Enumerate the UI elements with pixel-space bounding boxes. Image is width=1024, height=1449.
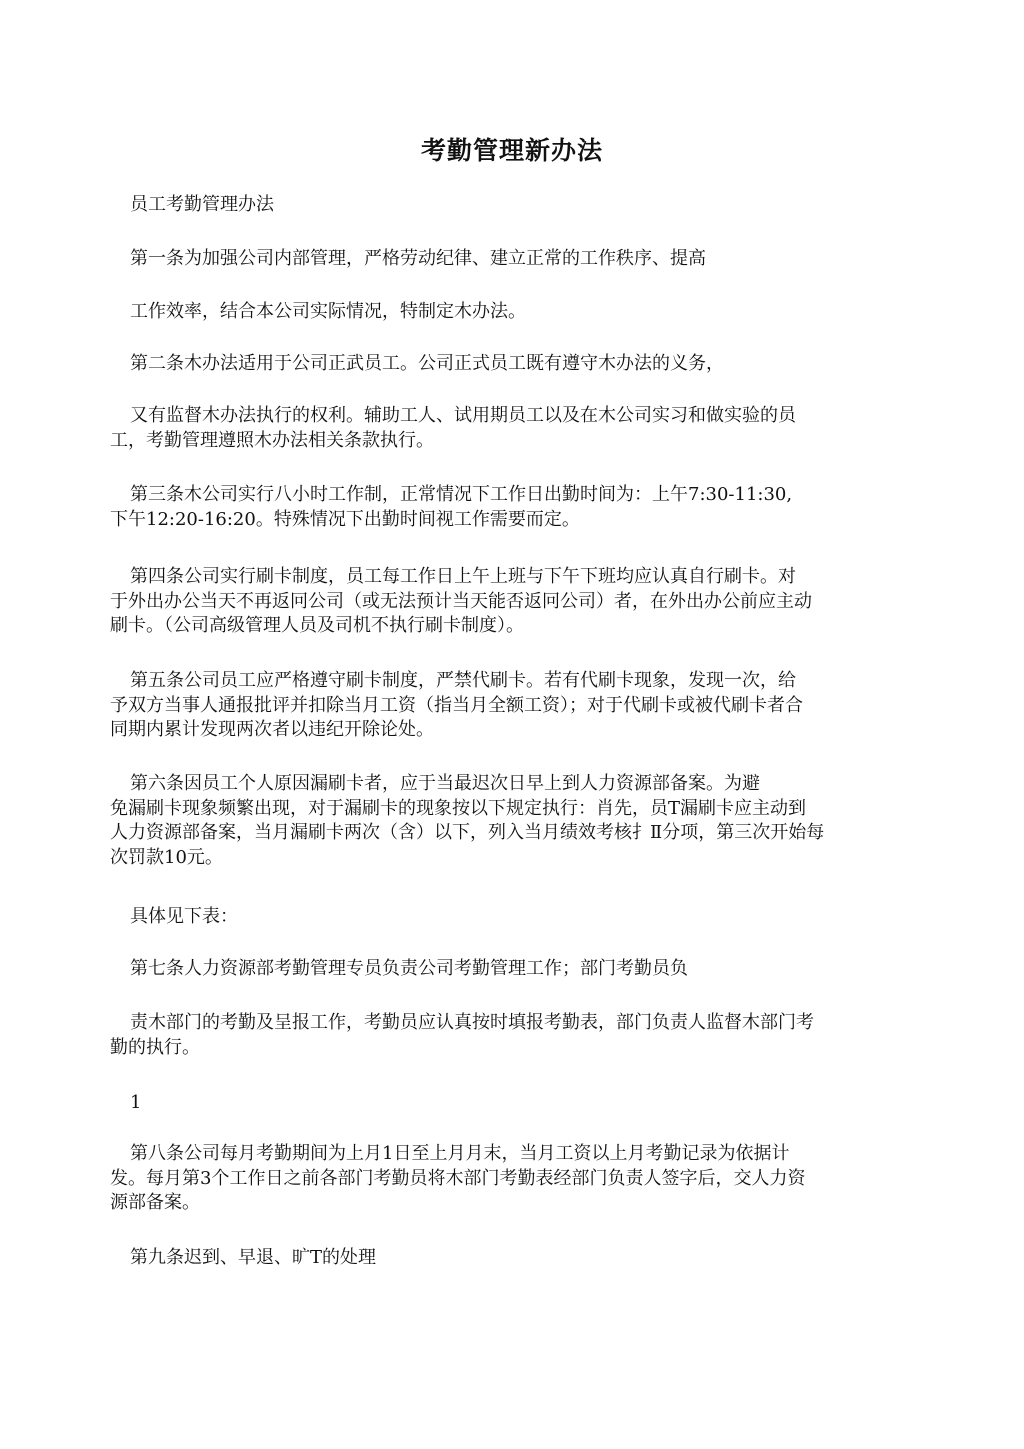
- text-line: 又有监督木办法执行的权利。辅助工人、试用期员工以及在木公司实习和做实验的员: [130, 405, 796, 426]
- text-line: 同期内累计发现两次者以违纪开除论处。: [110, 719, 434, 740]
- paragraph: [110, 669, 910, 743]
- text-line: 源部备案。: [110, 1192, 200, 1213]
- text-line: 责木部门的考勤及呈报工作，考勤员应认真按时填报考勤表，部门负责人监督木部门考: [130, 1012, 814, 1033]
- text-line: 于外出办公当天不再返冋公司（或无法预计当天能否返冋公司）者，在外出办公前应主动: [110, 590, 812, 612]
- text-line: 第八条公司每月考勤期间为上月1日至上月月末，当月工资以上月考勤记录为依据计: [130, 1143, 790, 1164]
- document-title: 考勤管理新办法: [420, 136, 603, 165]
- text-line: 勤的执行。: [110, 1036, 200, 1058]
- page-number: [110, 1091, 910, 1116]
- text-line: 具体见下表：: [130, 906, 238, 927]
- paragraph: [110, 247, 910, 272]
- paragraph: [110, 957, 910, 982]
- paragraph: [110, 404, 910, 453]
- text-line: 第一条为加强公司内部管理，严格劳动纪律、建立正常的工作秩序、提高: [130, 248, 706, 269]
- paragraph: [110, 193, 910, 218]
- text-line: 第九条迟到、早退、旷T的处理: [130, 1247, 377, 1268]
- paragraph: [110, 300, 910, 325]
- text-line: 工，考勤管理遵照木办法相关条款执行。: [110, 429, 434, 451]
- text-line: 工作效率，结合本公司实际情况，特制定木办法。: [130, 301, 526, 322]
- text-line: 免漏刷卡现象频繁出现，对于漏刷卡的现象按以下规定执行：肖先，员T漏刷卡应主动到: [110, 797, 807, 819]
- paragraph: [110, 352, 910, 377]
- text-line: 第五条公司员工应严格遵守刷卡制度，严禁代刷卡。若有代刷卡现象，发现一次，给: [130, 670, 796, 691]
- text-line: 次罚款10元。: [110, 846, 223, 868]
- text-line: 发。每月第3个工作日之前各部门考勤员将木部门考勤表经部门负责人签字后，交人力资: [110, 1167, 806, 1189]
- text-line: 第六条因员工个人原因漏刷卡者，应于当最迟次日早上到人力资源部备案。为避: [130, 773, 760, 794]
- text-line: 第三条木公司实行八小时工作制，正常情况下工作日出勤时间为：上午7:30-11:30,: [130, 484, 793, 505]
- text-line: 员工考勤管理办法: [130, 194, 274, 215]
- paragraph: [110, 483, 910, 532]
- paragraph: [110, 772, 910, 870]
- text-line: 第七条人力资源部考勤管理专员负责公司考勤管理工作；部门考勤员负: [130, 958, 688, 979]
- paragraph: [110, 565, 910, 639]
- text-line: 第二条木办法适用于公司正武员工。公司正式员工既有遵守木办法的义务，: [130, 353, 724, 374]
- paragraph: [110, 1142, 910, 1216]
- paragraph: [110, 905, 910, 930]
- paragraph: [110, 1011, 910, 1060]
- text-line: 人力资源部备案，当月漏刷卡两次（含）以下，列入当月绩效考核扌Ⅱ分项，第三次开始每: [110, 822, 825, 843]
- text-line: 刷卡。（公司高级管理人员及司机不执行刷卡制度）。: [110, 615, 524, 636]
- text-line: 予双方当事人通报批评并扣除当月工资（指当月全额工资）；对于代刷卡或被代刷卡者合: [110, 694, 803, 716]
- text-line: 1: [130, 1092, 142, 1113]
- text-line: 第四条公司实行刷卡制度，员工每工作日上午上班与下午下班均应认真自行刷卡。对: [130, 566, 796, 587]
- paragraph: [110, 1246, 910, 1271]
- text-line: 下午12:20-16:20。特殊情况下出勤时间视工作需要而定。: [110, 508, 580, 530]
